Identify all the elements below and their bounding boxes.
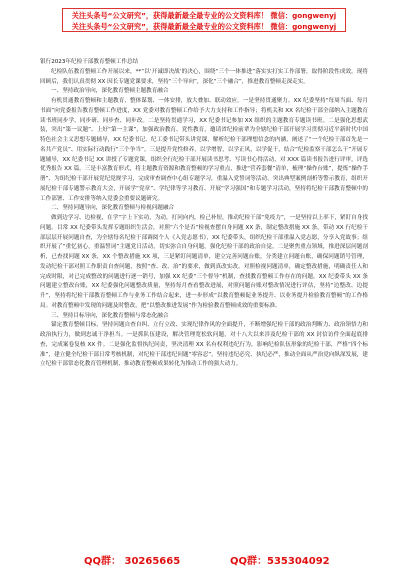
- section-heading-2: 二、坚持问题导向，深化教育整顿与检视问题融合: [51, 205, 175, 212]
- promo-banner: [62, 8, 346, 32]
- section-heading-3: 三、坚持目标导向，深化教育整顿与常态化融合: [51, 312, 169, 319]
- paragraph-intro: 纪检队伍教育整顿工作开展以来，**“以‘开诚即决战’的决心，围绕“三个一体推进”落实实打实工作部署，取得阶段性成效。现将回顾后，我们认真贯彻 XX 因长专题党课要求，坚持“三个导向”，深化“三个融合”，推进教育整顿走深走实。: [40, 68, 368, 85]
- qq-group-1: QQ群： 30265665: [84, 556, 181, 567]
- paragraph-section-1: 有机贯通教育整顿和主题教育，整体谋划、一体安排，放大叠加、联动效应。一是坚持贯通聚力。XX 纪委坚持“每周当面、每月书面”向党委报告教育整顿工作进度，XX 党委对教育整顿工作给予大力支持和工作指导；将机关和 XX 名纪检干部全部纳入主题教育读书班同步学、同步研、同步查、同步改。二是坚持贯通学习，XX 纪委书记参加 XX 组织的主题教育专题读书班。二是强化思想武装，突出“第一议题”、上好“第一主课”，加强政治教育、党性教育，邀请省纪检前辈为全辖纪检干部开展学习贯彻习近平新时代中国特色社会主义思想专题辅导，XX 纪委书记、纪工委书记带头讲党课，解析纪检干部理想信念的内涵，阐述了“一个纪检干部首先是一名共产党员”、用实际行动践行“三个争当”。三是提升党性修养，以学增智，以学正风，以学促干，结合“纪检监察干部怎么干”开展专题辅导，XX 纪委书记 XX 讲授了专题党课，组织全行纪检干部开展读书思考、写读书心得活动，对 XXX 篇读书报告进行评审，评选优秀报告 XX 篇。三是丰富教育形式，将主题教育资源和教育整顿的学习重点，推进“营养套餐”清单，梳理“操作台账”，提炼“操作手册”、为组纪检干部开展党纪党规学习，完成审查调查中心组专题学习，重温入党誓词等活动，突出典型案例剖析等警示教育，组织开展纪检干部专题警示教育大会，开展学“党章”、学纪律等学习教育、开展“学习强国”和专题学习活动，坚持将纪检干部教育整顿中的工作部署、工作安排等纳入党委会重要议题研究。: [40, 98, 368, 202]
- paragraph-section-2: 做到边学习、边检视，在学“字上下实功，为动，打问向内，检己补短，推动纪检干部“免疫力”，一是坚持以上率下，紧盯自身找问题。目常 XX 纪委带头发挥专题组织生活会，对照“六个是否”检视查摆自身问题 XX 条，制定整改措施 XX 条，带动 XX 行纪检干部层层开展问题自查，为全辖每名纪检干部调阅个人《入党志愿书》，XX 纪委带头，组织纪检干部重温入党志愿，分享入党故事；组织开展了“重忆初心，重温誓词”主题党日活动，切实弥合自身问题，强化纪检干部的政治自觉。二是聚焦重点领域，推进深层问题剖析，已查找问题 XX 条，XX 个整改措施 XX 项，三是紧盯问题清单，建立完善问题台账，分类建立问题台账，确保问题销号管理，发动纪检干部对照工作职责自查问题，按照“查、改、治”的要求，做到真改实改。对照检视问题清单，确定整改措施，明确责任人和完成时限，对已完成整改的问题进行逐一销号，加强 XX 纪委“三个督导”机制，查找教育整顿工作存在的问题，XX 纪委带头 XX 条问题建立整改台账，XX 纪委强化问题整改质量，坚持每月查看整改进展，对照问题台账对整改情况进行评估，坚持“边整改、边提升”，坚持将纪检干部教育整顿工作与业务工作结合起来，进一步形成“以教育整顿促业务提升、以业务提升检验教育整顿”的工作格局。对教育整顿中发现的问题及时整改，把“以整改推进发展”作为检验教育整顿成效的重要标准。: [40, 215, 368, 309]
- paragraph-section-3: 锚定教育整顿目标，坚持问题自查自纠、立行立改、实现纪律作风的全面提升，不断增强纪检干部的政治判断力、政治领悟力和政治执行力，做到忠诚干净担当。一是抓队伍建设，解决管理宽松软问题，对十八大以来涉及纪检干部的 XX 封信访件全面起底排查，完成案卷复核 XX 件。二是强化监督执纪问责，坚决清理 XX 名有权利违纪行为，影响纪检队伍形象的纪检干部，严格“四个标准”，建立健全纪检干部日常考核机制，对纪检干部违纪问题“零容忍”，坚持违纪必究、执纪必严，推动全面从严治党向纵深发展，建立纪检干部常态化教育管理机制，推动教育整顿成果转化为推动工作的强大动力。: [40, 322, 368, 368]
- document-title: 银行2023年纪检干部教育整顿工作总结: [40, 59, 139, 65]
- document-body: [40, 58, 368, 370]
- promo-banner-line-2: 关注头条号“公文研究”，获得最新最全最专业的公文资料库！ 微信：gongwenyj: [71, 22, 337, 31]
- section-heading-1: 一、坚持政治导向，深化教育整顿主题教育融合: [51, 88, 169, 95]
- qq-group-2: QQ群：535304092: [230, 556, 330, 567]
- footer-contact: [0, 552, 408, 566]
- promo-banner-line-1: 关注头条号“公文研究”，获得最新最全最专业的公文资料库！ 微信：gongwenyj: [71, 11, 337, 20]
